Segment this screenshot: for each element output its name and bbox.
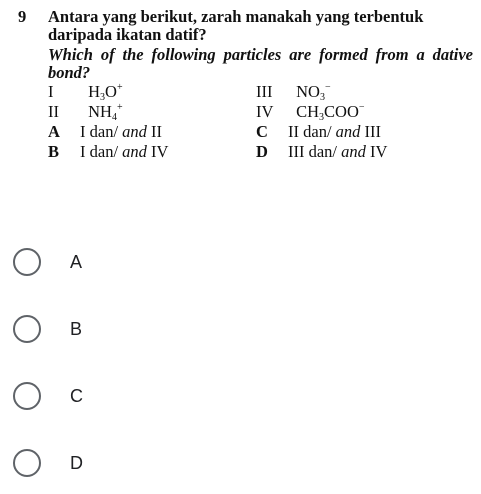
- option-b[interactable]: [13, 309, 313, 349]
- question-text-english: Which of the following particles are formed from a dative bond?: [48, 45, 473, 82]
- option-c[interactable]: [13, 376, 313, 416]
- choice-text: II: [151, 122, 163, 141]
- item-roman: IV: [256, 102, 274, 121]
- choice-text: III: [364, 122, 382, 141]
- question-image: [18, 8, 473, 163]
- item-formula: $NO_3^-$: [296, 82, 331, 103]
- choice-a: [48, 123, 162, 141]
- item-roman: I: [48, 82, 54, 101]
- choice-b: [48, 143, 168, 161]
- radio-button-c[interactable]: [13, 382, 41, 410]
- choice-and: and: [341, 142, 366, 161]
- item-i: [48, 83, 123, 101]
- choice-text: I dan/: [80, 142, 119, 161]
- choice-text: III dan/: [288, 142, 338, 161]
- option-d[interactable]: [13, 443, 313, 483]
- choice-and: and: [122, 122, 147, 141]
- radio-button-d[interactable]: [13, 449, 41, 477]
- item-iv: [256, 103, 365, 121]
- option-label: C: [70, 385, 83, 406]
- choice-and: and: [122, 142, 147, 161]
- choice-text: II dan/: [288, 122, 332, 141]
- radio-button-a[interactable]: [13, 248, 41, 276]
- choice-d: [256, 143, 387, 161]
- item-ii: [48, 103, 123, 121]
- choice-letter: A: [48, 122, 60, 141]
- items-grid: [48, 83, 473, 163]
- choice-text: IV: [370, 142, 388, 161]
- choice-letter: B: [48, 142, 60, 161]
- choice-and: and: [335, 122, 361, 141]
- radio-button-b[interactable]: [13, 315, 41, 343]
- item-roman: III: [256, 82, 273, 101]
- option-label: D: [70, 452, 83, 473]
- item-iii: [256, 83, 331, 101]
- item-roman: II: [48, 102, 59, 121]
- choice-letter: C: [256, 122, 268, 141]
- option-label: A: [70, 251, 83, 272]
- item-formula: $NH_4^+$: [88, 102, 123, 123]
- question-body: [48, 8, 473, 163]
- choice-letter: D: [256, 142, 268, 161]
- item-formula: $CH_3COO^-$: [296, 102, 365, 123]
- option-label: B: [70, 318, 83, 339]
- question-number: 9: [18, 7, 27, 26]
- item-formula: $H_3O^+$: [88, 82, 123, 103]
- choice-c: [256, 123, 381, 141]
- choice-text: IV: [151, 142, 169, 161]
- choice-text: I dan/: [80, 122, 119, 141]
- question-text-malay: Antara yang berikut, zarah manakah yang terbentuk daripada ikatan datif?: [48, 7, 424, 44]
- option-a[interactable]: [13, 242, 313, 282]
